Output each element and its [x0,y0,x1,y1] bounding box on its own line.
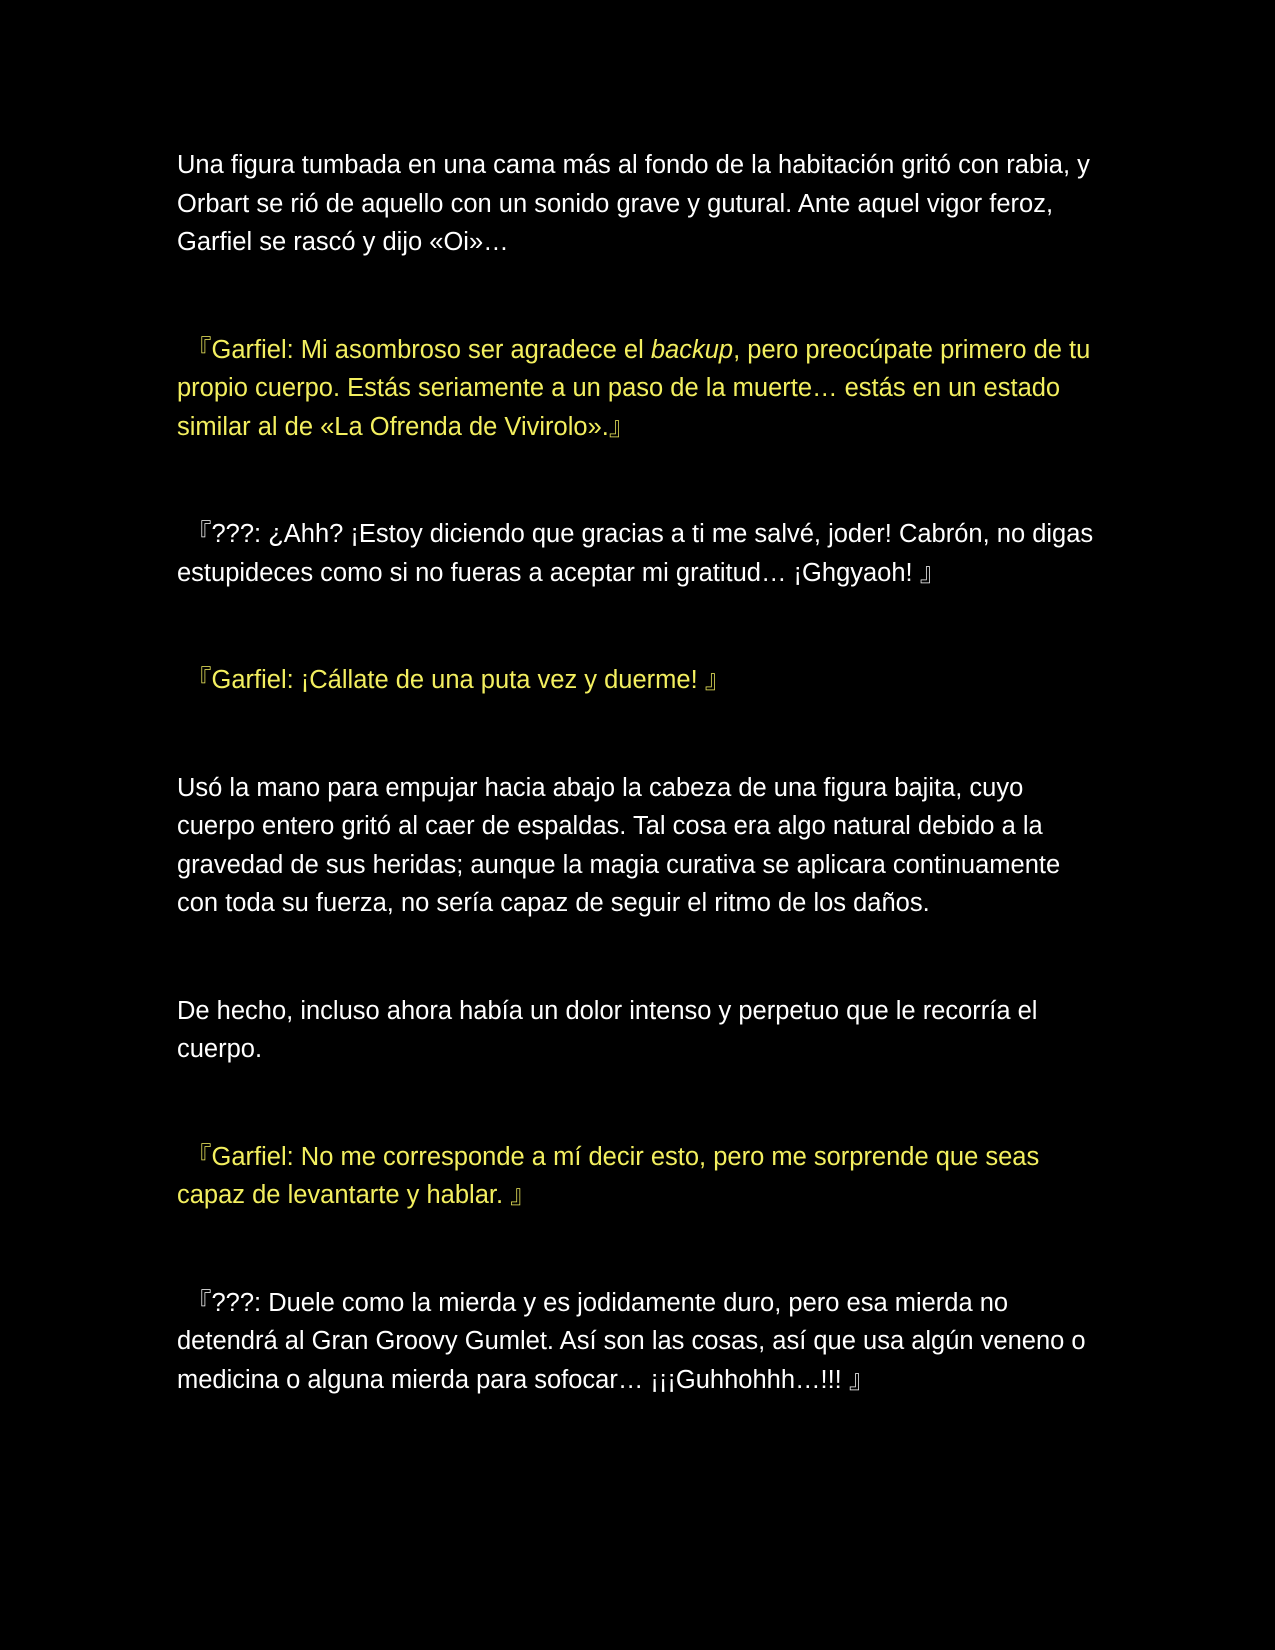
garfiel-dialogue-1-end: , pero preocúpate primero de tu propio cuerpo. Estás seriamente a un paso de la muerte… estás en un estado similar al de «La Ofrenda de Vivirolo».』 [177,335,1091,441]
document-page [177,146,1107,1399]
paragraph-spacer [177,446,1107,515]
narration-paragraph-3: De hecho, incluso ahora había un dolor intenso y perpetuo que le recorría el cuerpo. [177,996,1038,1063]
paragraph-spacer [177,592,1107,661]
garfiel-dialogue-1-start: 『Garfiel: Mi asombroso ser agradece el [186,335,651,364]
unknown-dialogue-2: 『???: Duele como la mierda y es jodidamente duro, pero esa mierda no detendrá al Gran Groovy Gumlet. Así son las cosas, así que usa algún veneno o medicina o alguna mierda para sofocar… ¡¡¡Guhhohhh…!!! 』 [177,1288,1086,1394]
garfiel-dialogue-3: 『Garfiel: No me corresponde a mí decir esto, pero me sorprende que seas capaz de levantarte y hablar. 』 [177,1142,1040,1209]
garfiel-dialogue-2: 『Garfiel: ¡Cállate de una puta vez y duerme! 』 [186,666,731,694]
paragraph-spacer [177,923,1107,992]
narration-paragraph-1: Una figura tumbada en una cama más al fondo de la habitación gritó con rabia, y Orbart se rió de aquello con un sonido grave y gutural. Ante aquel vigor feroz, Garfiel se rascó y dijo «Oi»… [177,151,1090,256]
garfiel-dialogue-1 [177,331,1107,447]
narration-paragraph-2: Usó la mano para empujar hacia abajo la cabeza de una figura bajita, cuyo cuerpo entero gritó al caer de espaldas. Tal cosa era algo natural debido a la gravedad de sus heridas; aunque la magia curativa se aplicara continuamente con toda su fuerza, no sería capaz de seguir el ritmo de los daños. [177,773,1061,917]
paragraph-spacer [177,700,1107,769]
paragraph-spacer [177,262,1107,331]
unknown-dialogue-1: 『???: ¿Ahh? ¡Estoy diciendo que gracias a ti me salvé, joder! Cabrón, no digas estupideces como si no fueras a aceptar mi gratitud… ¡Ghgyaoh! 』 [177,520,1094,587]
paragraph-spacer [177,1069,1107,1138]
garfiel-dialogue-1-emphasis: backup [650,335,734,364]
paragraph-spacer [177,1215,1107,1284]
